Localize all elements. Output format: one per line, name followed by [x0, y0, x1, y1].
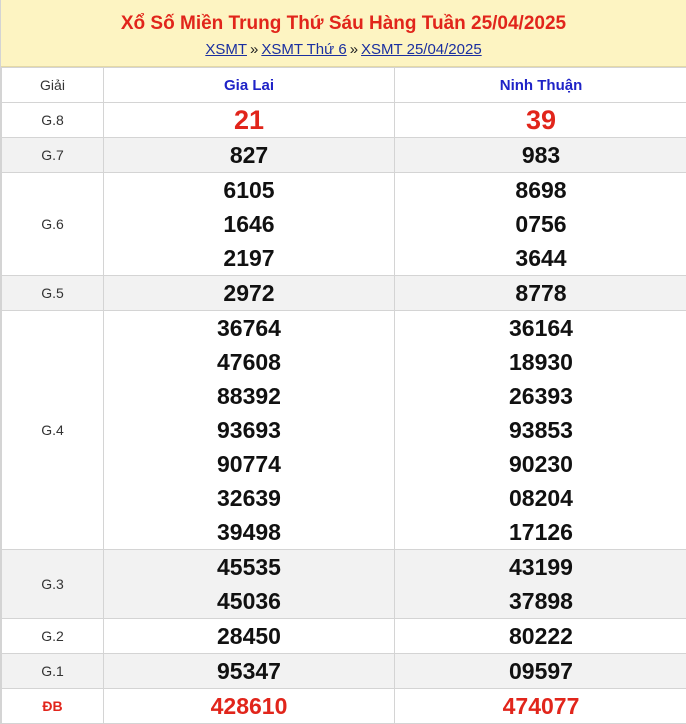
winning-number: 45036	[104, 584, 394, 618]
table-row	[2, 689, 686, 724]
prize-cell	[104, 689, 395, 724]
winning-number: 2197	[104, 241, 394, 275]
column-header-gia-lai[interactable]: Gia Lai	[104, 68, 395, 103]
winning-number: 6105	[104, 173, 394, 207]
winning-number: 95347	[104, 654, 394, 688]
winning-number: 09597	[395, 654, 686, 688]
winning-number: 32639	[104, 481, 394, 515]
prize-label: G.6	[2, 173, 104, 276]
winning-number: 17126	[395, 515, 686, 549]
prize-cell	[395, 173, 686, 276]
table-row	[2, 550, 686, 619]
prize-cell	[395, 138, 686, 173]
table-header-row	[2, 68, 686, 103]
prize-cell	[104, 138, 395, 173]
winning-number: 08204	[395, 481, 686, 515]
winning-number: 3644	[395, 241, 686, 275]
winning-number: 43199	[395, 550, 686, 584]
winning-number: 983	[395, 138, 686, 172]
winning-number: 1646	[104, 207, 394, 241]
breadcrumb-link-xsmt[interactable]: XSMT	[205, 41, 247, 58]
prize-cell	[104, 276, 395, 311]
winning-number: 2972	[104, 276, 394, 310]
winning-number: 36164	[395, 311, 686, 345]
winning-number: 90230	[395, 447, 686, 481]
winning-number: 88392	[104, 379, 394, 413]
winning-number: 39	[395, 103, 686, 137]
winning-number: 93853	[395, 413, 686, 447]
winning-number: 28450	[104, 619, 394, 653]
column-header-ninh-thuan[interactable]: Ninh Thuận	[395, 68, 686, 103]
table-row	[2, 138, 686, 173]
prize-label: ĐB	[2, 689, 104, 724]
winning-number: 0756	[395, 207, 686, 241]
winning-number: 8698	[395, 173, 686, 207]
winning-number: 18930	[395, 345, 686, 379]
winning-number: 8778	[395, 276, 686, 310]
winning-number: 37898	[395, 584, 686, 618]
column-header-prize: Giải	[2, 68, 104, 103]
table-row	[2, 276, 686, 311]
prize-cell	[395, 550, 686, 619]
prize-cell	[104, 550, 395, 619]
table-row	[2, 173, 686, 276]
prize-cell	[104, 173, 395, 276]
prize-label: G.7	[2, 138, 104, 173]
winning-number: 474077	[395, 689, 686, 723]
prize-label: G.8	[2, 103, 104, 138]
winning-number: 90774	[104, 447, 394, 481]
winning-number: 93693	[104, 413, 394, 447]
breadcrumb-separator: »	[250, 41, 258, 58]
prize-cell	[395, 103, 686, 138]
winning-number: 80222	[395, 619, 686, 653]
winning-number: 26393	[395, 379, 686, 413]
table-row	[2, 654, 686, 689]
page-title: Xổ Số Miền Trung Thứ Sáu Hàng Tuần 25/04/2025	[1, 0, 686, 35]
prize-cell	[395, 619, 686, 654]
winning-number: 39498	[104, 515, 394, 549]
results-table	[1, 67, 686, 724]
prize-cell	[395, 276, 686, 311]
prize-cell	[104, 619, 395, 654]
prize-cell	[395, 654, 686, 689]
table-row	[2, 311, 686, 550]
prize-label: G.5	[2, 276, 104, 311]
table-row	[2, 619, 686, 654]
prize-cell	[104, 103, 395, 138]
results-header	[1, 0, 686, 67]
winning-number: 47608	[104, 345, 394, 379]
winning-number: 827	[104, 138, 394, 172]
breadcrumb-separator: »	[350, 41, 358, 58]
winning-number: 428610	[104, 689, 394, 723]
prize-cell	[395, 689, 686, 724]
breadcrumb-link-xsmt-date[interactable]: XSMT 25/04/2025	[361, 41, 482, 58]
prize-cell	[104, 654, 395, 689]
winning-number: 45535	[104, 550, 394, 584]
prize-label: G.3	[2, 550, 104, 619]
prize-label: G.2	[2, 619, 104, 654]
prize-cell	[104, 311, 395, 550]
results-body	[2, 103, 686, 724]
winning-number: 21	[104, 103, 394, 137]
prize-cell	[395, 311, 686, 550]
winning-number: 36764	[104, 311, 394, 345]
breadcrumb-link-xsmt-thu-6[interactable]: XSMT Thứ 6	[261, 41, 346, 58]
table-row	[2, 103, 686, 138]
breadcrumb	[1, 41, 686, 59]
prize-label: G.1	[2, 654, 104, 689]
prize-label: G.4	[2, 311, 104, 550]
